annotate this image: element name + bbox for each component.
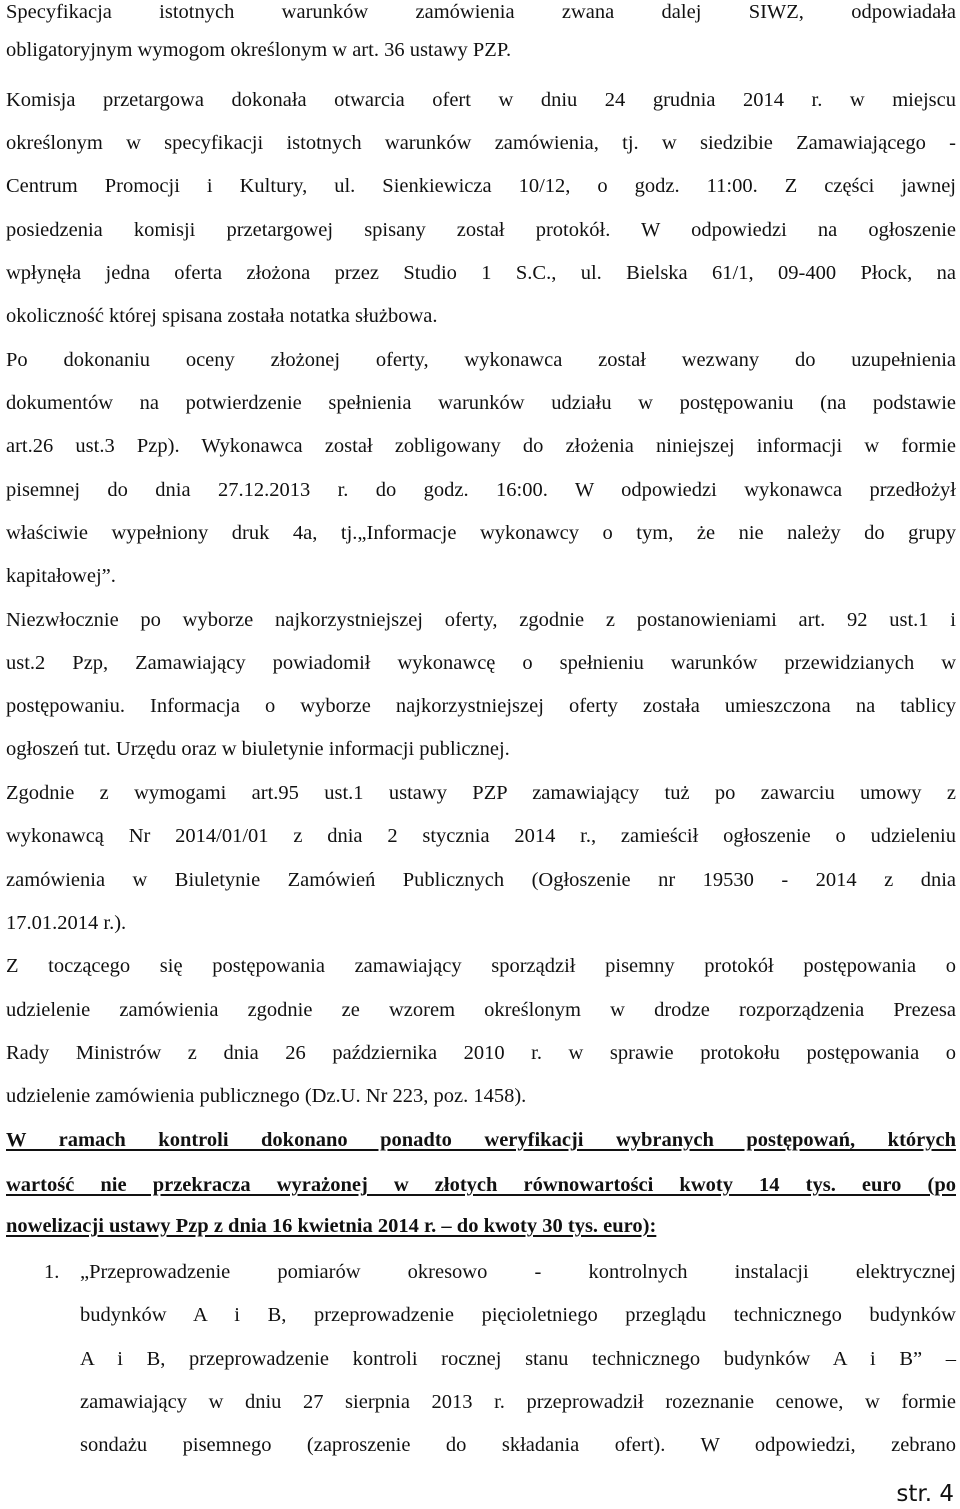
paragraph-3-line-6: kapitałowej”. [6,565,116,587]
paragraph-2-line-3: Centrum Promocji i Kultury, ul. Sienkiewicza 10/12, o godz. 11:00. Z części jawnej [6,175,956,197]
paragraph-5-line-2: wykonawcą Nr 2014/01/01 z dnia 2 stycznia 2014 r., zamieścił ogłoszenie o udzieleniu [6,825,956,847]
paragraph-2-line-4: posiedzenia komisji przetargowej spisany został protokół. W odpowiedzi na ogłoszenie [6,219,956,241]
paragraph-3-line-1: Po dokonaniu oceny złożonej oferty, wykonawca został wezwany do uzupełnienia [6,349,956,371]
paragraph-3-line-3: art.26 ust.3 Pzp). Wykonawca został zobligowany do złożenia niniejszej informacji w formie [6,435,956,457]
page-number: str. 4 [896,1481,954,1507]
paragraph-6-line-1: Z toczącego się postępowania zamawiający sporządził pisemny protokół postępowania o [6,955,956,977]
paragraph-6-line-4: udzielenie zamówienia publicznego (Dz.U. Nr 223, poz. 1458). [6,1085,527,1107]
list-item-line-5: sondażu pisemnego (zaproszenie do składania ofert). W odpowiedzi, zebrano [80,1434,956,1456]
paragraph-5-line-4: 17.01.2014 r.). [6,912,127,934]
paragraph-5-line-1: Zgodnie z wymogami art.95 ust.1 ustawy PZP zamawiający tuż po zawarciu umowy z [6,782,956,804]
paragraph-6-line-2: udzielenie zamówienia zgodnie ze wzorem określonym w drodze rozporządzenia Prezesa [6,999,956,1021]
section-heading-line-2: wartość nie przekracza wyrażonej w złotych równowartości kwoty 14 tys. euro (po [6,1174,956,1196]
paragraph-1-line-2: obligatoryjnym wymogom określonym w art. 36 ustawy PZP. [6,39,512,61]
paragraph-6-line-3: Rady Ministrów z dnia 26 października 2010 r. w sprawie protokołu postępowania o [6,1042,956,1064]
paragraph-4-line-3: postępowaniu. Informacja o wyborze najkorzystniejszej oferty została umieszczona na tablicy [6,695,956,717]
list-item-line-2: budynków A i B, przeprowadzenie pięcioletniego przeglądu technicznego budynków [80,1304,956,1326]
paragraph-3-line-2: dokumentów na potwierdzenie spełnienia warunków udziału w postępowaniu (na podstawie [6,392,956,414]
paragraph-2-line-6: okoliczność której spisana została notatka służbowa. [6,305,438,327]
list-item-line-3: A i B, przeprowadzenie kontroli rocznej stanu technicznego budynków A i B” – [80,1348,956,1370]
paragraph-4-line-4: ogłoszeń tut. Urzędu oraz w biuletynie informacji publicznej. [6,738,510,760]
list-item-line-4: zamawiający w dniu 27 sierpnia 2013 r. przeprowadził rozeznanie cenowe, w formie [80,1391,956,1413]
section-heading-line-1: W ramach kontroli dokonano ponadto weryfikacji wybranych postępowań, których [6,1129,956,1151]
paragraph-4-line-1: Niezwłocznie po wyborze najkorzystniejszej oferty, zgodnie z postanowieniami art. 92 ust.1 i [6,609,956,631]
paragraph-1-line-1: Specyfikacja istotnych warunków zamówienia zwana dalej SIWZ, odpowiadała [6,1,956,23]
paragraph-2-line-2: określonym w specyfikacji istotnych warunków zamówienia, tj. w siedzibie Zamawiającego - [6,132,956,154]
paragraph-5-line-3: zamówienia w Biuletynie Zamówień Publicznych (Ogłoszenie nr 19530 - 2014 z dnia [6,869,956,891]
section-heading-line-3: nowelizacji ustawy Pzp z dnia 16 kwietnia 2014 r. – do kwoty 30 tys. euro): [6,1215,657,1237]
list-item-number: 1. [44,1261,60,1283]
paragraph-2-line-1: Komisja przetargowa dokonała otwarcia ofert w dniu 24 grudnia 2014 r. w miejscu [6,89,956,111]
paragraph-3-line-5: właściwie wypełniony druk 4a, tj.„Informacje wykonawcy o tym, że nie należy do grupy [6,522,956,544]
paragraph-3-line-4: pisemnej do dnia 27.12.2013 r. do godz. 16:00. W odpowiedzi wykonawca przedłożył [6,479,956,501]
paragraph-2-line-5: wpłynęła jedna oferta złożona przez Studio 1 S.C., ul. Bielska 61/1, 09-400 Płock, na [6,262,956,284]
list-item-line-1: „Przeprowadzenie pomiarów okresowo - kontrolnych instalacji elektrycznej [80,1261,956,1283]
paragraph-4-line-2: ust.2 Pzp, Zamawiający powiadomił wykonawcę o spełnieniu warunków przewidzianych w [6,652,956,674]
